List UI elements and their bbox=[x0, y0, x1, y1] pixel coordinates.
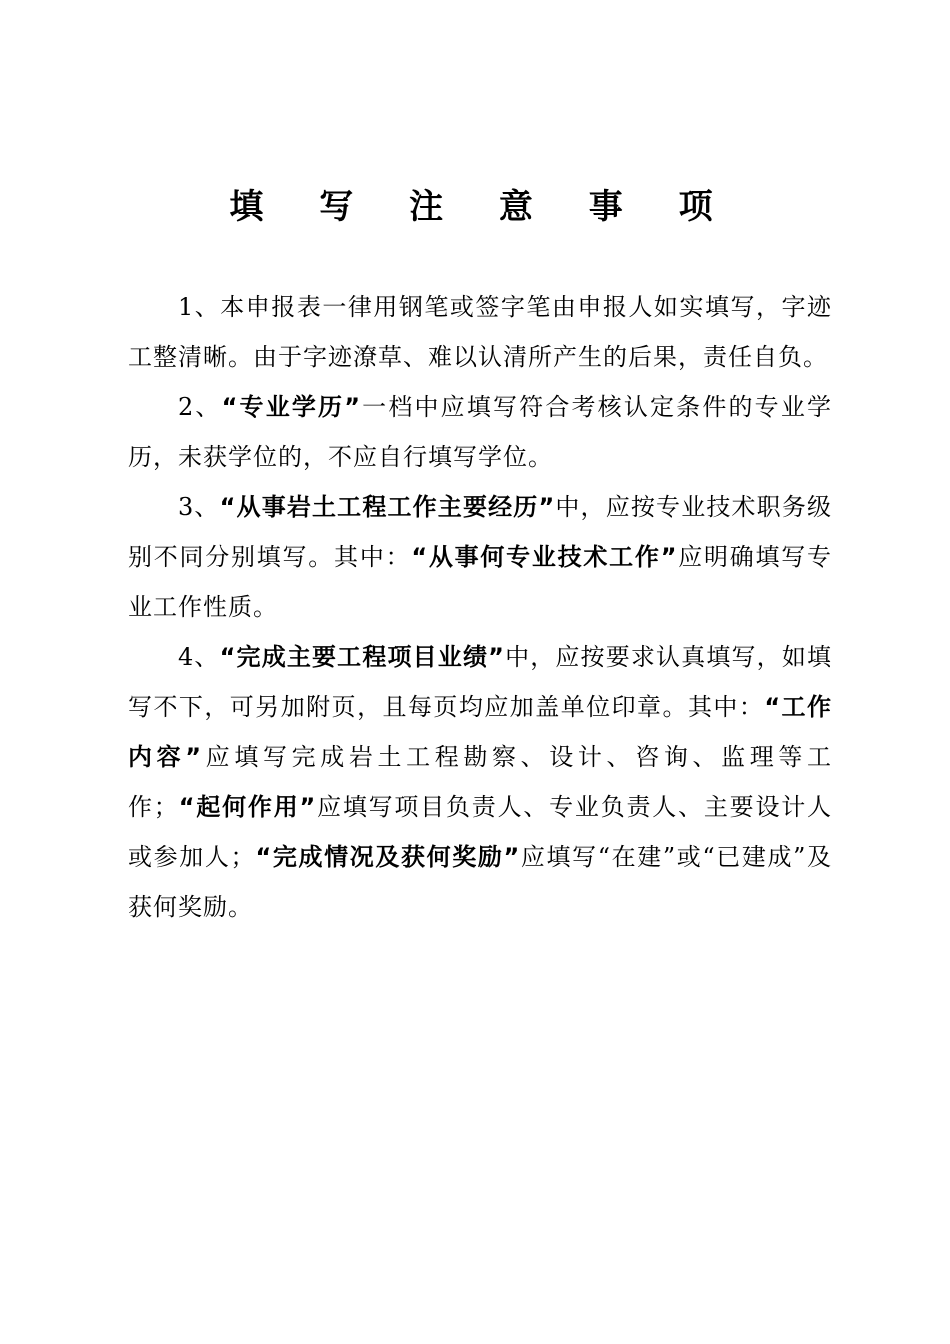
item-2-field-name: “专业学历” bbox=[221, 393, 361, 421]
item-4-text: 中，应按要求认真填写，如填写不下，可另加附页，且每页均应加盖单位印章。其中： bbox=[128, 643, 832, 721]
item-4-text-3: 应填写项目负责人、专业负责人、主要设计人或参加人； bbox=[128, 793, 833, 871]
instruction-item-4 bbox=[128, 632, 832, 932]
item-3-field-name: “从事岩土工程工作主要经历” bbox=[219, 493, 556, 521]
page-title: 填 写 注 意 事 项 bbox=[229, 187, 735, 227]
item-3-subfield-name: “从事何专业技术工作” bbox=[411, 543, 678, 571]
item-4-text-end: 应填写“在建”或“已建成”及获何奖励。 bbox=[128, 843, 833, 921]
item-3-text-end: 应明确填写专业工作性质。 bbox=[128, 543, 833, 621]
item-4-subfield-awards: “完成情况及获何奖励” bbox=[255, 843, 521, 871]
item-4-field-name: “完成主要工程项目业绩” bbox=[219, 643, 505, 671]
item-1-text: 1、本申报表一律用钢笔或签字笔由申报人如实填写，字迹工整清晰。由于字迹潦草、难以认清所产生的后果，责任自负。 bbox=[128, 293, 832, 371]
item-2-text: 一档中应填写符合考核认定条件的专业学历，未获学位的，不应自行填写学位。 bbox=[128, 393, 833, 471]
instruction-item-1 bbox=[128, 282, 832, 382]
item-4-subfield-role: “起何作用” bbox=[178, 793, 317, 821]
item-4-subfield-work-content: “工作内容” bbox=[128, 693, 832, 771]
item-4-number: 4、 bbox=[178, 643, 220, 671]
item-4-text-2: 应填写完成岩土工程勘察、设计、咨询、监理等工作； bbox=[128, 743, 832, 821]
instruction-item-2 bbox=[128, 382, 832, 482]
item-3-number: 3、 bbox=[178, 493, 220, 521]
item-3-text: 中，应按专业技术职务级别不同分别填写。其中： bbox=[128, 493, 832, 571]
instruction-item-3 bbox=[128, 482, 832, 632]
item-2-number: 2、 bbox=[178, 393, 222, 421]
instructions-body bbox=[128, 282, 832, 932]
